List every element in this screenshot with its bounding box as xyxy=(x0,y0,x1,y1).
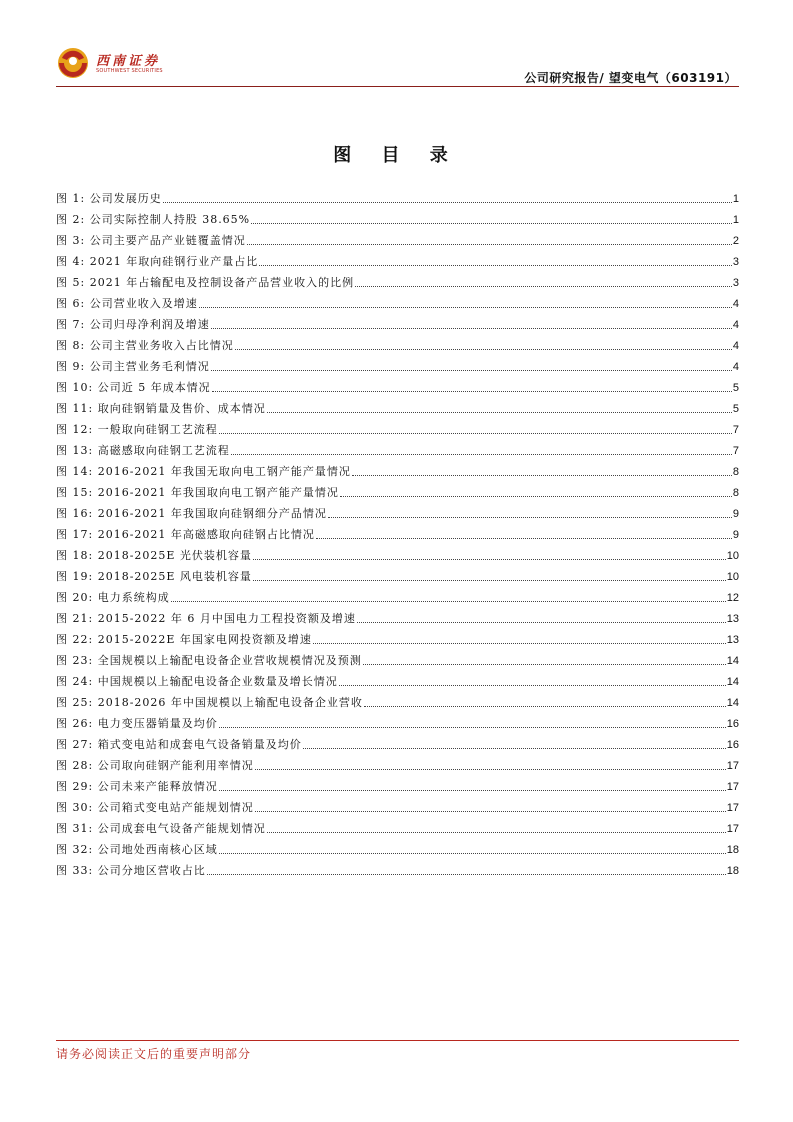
toc-entry[interactable] xyxy=(56,647,739,668)
toc-entry-label: 图 16: 2016-2021 年我国取向硅钢细分产品情况 xyxy=(56,507,327,520)
toc-leader-dots xyxy=(253,559,726,560)
toc-entry-page: 4 xyxy=(732,340,739,352)
toc-entry[interactable] xyxy=(56,836,739,857)
toc-entry[interactable] xyxy=(56,500,739,521)
toc-leader-dots xyxy=(316,538,732,539)
toc-leader-dots xyxy=(303,748,726,749)
toc-leader-dots xyxy=(255,769,726,770)
toc-entry[interactable] xyxy=(56,227,739,248)
toc-entry-page: 16 xyxy=(726,739,739,751)
toc-entry-label: 图 24: 中国规模以上输配电设备企业数量及增长情况 xyxy=(56,675,338,688)
toc-leader-dots xyxy=(171,601,726,602)
toc-entry-label: 图 4: 2021 年取向硅钢行业产量占比 xyxy=(56,255,259,268)
toc-entry-page: 14 xyxy=(726,655,739,667)
toc-entry-label: 图 18: 2018-2025E 光伏装机容量 xyxy=(56,549,252,562)
toc-entry-label: 图 7: 公司归母净利润及增速 xyxy=(56,318,210,331)
toc-leader-dots xyxy=(267,832,726,833)
toc-entry[interactable] xyxy=(56,374,739,395)
toc-entry-page: 17 xyxy=(726,760,739,772)
toc-entry-page: 7 xyxy=(732,424,739,436)
toc-leader-dots xyxy=(219,433,732,434)
toc-entry-page: 13 xyxy=(726,634,739,646)
report-header-title: 公司研究报告/ 望变电气（603191） xyxy=(524,71,737,85)
toc-entry-label: 图 13: 高磁感取向硅钢工艺流程 xyxy=(56,444,230,457)
toc-entry-page: 5 xyxy=(732,403,739,415)
figure-toc-list xyxy=(56,185,739,878)
toc-entry[interactable] xyxy=(56,752,739,773)
toc-entry[interactable] xyxy=(56,626,739,647)
toc-leader-dots xyxy=(235,349,732,350)
toc-leader-dots xyxy=(199,307,732,308)
toc-entry-label: 图 20: 电力系统构成 xyxy=(56,591,170,604)
toc-entry[interactable] xyxy=(56,290,739,311)
toc-entry[interactable] xyxy=(56,710,739,731)
toc-entry[interactable] xyxy=(56,311,739,332)
toc-leader-dots xyxy=(207,874,726,875)
toc-entry-label: 图 19: 2018-2025E 风电装机容量 xyxy=(56,570,252,583)
toc-entry-page: 1 xyxy=(732,193,739,205)
logo-chinese-text: 西南证券 xyxy=(96,54,161,69)
toc-entry-page: 17 xyxy=(726,781,739,793)
toc-entry[interactable] xyxy=(56,395,739,416)
toc-leader-dots xyxy=(251,223,732,224)
page-header xyxy=(0,0,793,92)
toc-entry-page: 4 xyxy=(732,361,739,373)
toc-leader-dots xyxy=(355,286,732,287)
toc-entry-label: 图 29: 公司未来产能释放情况 xyxy=(56,780,218,793)
toc-entry-label: 图 22: 2015-2022E 年国家电网投资额及增速 xyxy=(56,633,312,646)
toc-entry-label: 图 31: 公司成套电气设备产能规划情况 xyxy=(56,822,266,835)
toc-entry[interactable] xyxy=(56,206,739,227)
toc-entry-label: 图 12: 一般取向硅钢工艺流程 xyxy=(56,423,218,436)
toc-entry-label: 图 8: 公司主营业务收入占比情况 xyxy=(56,339,234,352)
toc-entry[interactable] xyxy=(56,416,739,437)
toc-entry-page: 4 xyxy=(732,319,739,331)
toc-entry-page: 9 xyxy=(732,529,739,541)
toc-entry-page: 13 xyxy=(726,613,739,625)
toc-entry-page: 16 xyxy=(726,718,739,730)
toc-leader-dots xyxy=(212,391,732,392)
toc-leader-dots xyxy=(259,265,732,266)
page-title: 图 目 录 xyxy=(333,145,460,166)
toc-entry-page: 8 xyxy=(732,466,739,478)
toc-leader-dots xyxy=(340,496,732,497)
toc-entry-page: 10 xyxy=(726,550,739,562)
toc-entry[interactable] xyxy=(56,668,739,689)
toc-entry-label: 图 23: 全国规模以上输配电设备企业营收规模情况及预测 xyxy=(56,654,362,667)
toc-entry-label: 图 17: 2016-2021 年高磁感取向硅钢占比情况 xyxy=(56,528,315,541)
toc-entry-page: 17 xyxy=(726,802,739,814)
footer-divider xyxy=(56,1040,739,1041)
toc-entry-label: 图 15: 2016-2021 年我国取向电工钢产能产量情况 xyxy=(56,486,339,499)
toc-entry-label: 图 30: 公司箱式变电站产能规划情况 xyxy=(56,801,254,814)
toc-entry-page: 12 xyxy=(726,592,739,604)
toc-entry[interactable] xyxy=(56,248,739,269)
toc-leader-dots xyxy=(255,811,726,812)
toc-entry-page: 5 xyxy=(732,382,739,394)
toc-leader-dots xyxy=(163,202,732,203)
toc-entry-label: 图 27: 箱式变电站和成套电气设备销量及均价 xyxy=(56,738,302,751)
toc-leader-dots xyxy=(313,643,726,644)
toc-entry[interactable] xyxy=(56,542,739,563)
toc-entry-page: 3 xyxy=(732,256,739,268)
toc-entry-label: 图 28: 公司取向硅钢产能利用率情况 xyxy=(56,759,254,772)
logo-english-text: SOUTHWEST SECURITIES xyxy=(96,68,163,74)
toc-leader-dots xyxy=(328,517,732,518)
toc-entry[interactable] xyxy=(56,563,739,584)
toc-entry[interactable] xyxy=(56,458,739,479)
toc-entry-label: 图 2: 公司实际控制人持股 38.65% xyxy=(56,213,251,226)
toc-entry-page: 7 xyxy=(732,445,739,457)
toc-entry-label: 图 32: 公司地处西南核心区域 xyxy=(56,843,218,856)
toc-entry[interactable] xyxy=(56,521,739,542)
toc-entry[interactable] xyxy=(56,731,739,752)
toc-entry-label: 图 5: 2021 年占输配电及控制设备产品营业收入的比例 xyxy=(56,276,355,289)
logo-emblem-icon xyxy=(56,46,90,80)
toc-entry[interactable] xyxy=(56,857,739,878)
toc-leader-dots xyxy=(211,328,732,329)
toc-entry-page: 2 xyxy=(732,235,739,247)
toc-entry-label: 图 10: 公司近 5 年成本情况 xyxy=(56,381,211,394)
toc-entry[interactable] xyxy=(56,773,739,794)
toc-entry[interactable] xyxy=(56,815,739,836)
toc-entry-page: 8 xyxy=(732,487,739,499)
toc-entry-label: 图 3: 公司主要产品产业链覆盖情况 xyxy=(56,234,246,247)
toc-entry-page: 14 xyxy=(726,676,739,688)
toc-entry-label: 图 11: 取向硅钢销量及售价、成本情况 xyxy=(56,402,266,415)
toc-entry-page: 17 xyxy=(726,823,739,835)
toc-entry-page: 10 xyxy=(726,571,739,583)
toc-entry[interactable] xyxy=(56,605,739,626)
toc-entry-page: 3 xyxy=(732,277,739,289)
header-divider xyxy=(56,86,739,87)
company-logo xyxy=(56,46,176,80)
toc-entry-label: 图 14: 2016-2021 年我国无取向电工钢产能产量情况 xyxy=(56,465,351,478)
toc-leader-dots xyxy=(211,370,732,371)
toc-entry-page: 18 xyxy=(726,865,739,877)
toc-entry[interactable] xyxy=(56,437,739,458)
toc-leader-dots xyxy=(352,475,732,476)
toc-entry[interactable] xyxy=(56,584,739,605)
toc-entry-page: 1 xyxy=(732,214,739,226)
toc-leader-dots xyxy=(364,706,726,707)
toc-entry[interactable] xyxy=(56,332,739,353)
toc-entry-label: 图 26: 电力变压器销量及均价 xyxy=(56,717,218,730)
toc-entry-page: 9 xyxy=(732,508,739,520)
footer-disclaimer: 请务必阅读正文后的重要声明部分 xyxy=(56,1047,252,1061)
toc-entry[interactable] xyxy=(56,479,739,500)
toc-entry-label: 图 9: 公司主营业务毛利情况 xyxy=(56,360,210,373)
toc-entry-page: 4 xyxy=(732,298,739,310)
toc-entry[interactable] xyxy=(56,269,739,290)
toc-leader-dots xyxy=(357,622,726,623)
toc-entry[interactable] xyxy=(56,185,739,206)
toc-entry-label: 图 21: 2015-2022 年 6 月中国电力工程投资额及增速 xyxy=(56,612,356,625)
toc-entry-page: 14 xyxy=(726,697,739,709)
toc-entry-label: 图 33: 公司分地区营收占比 xyxy=(56,864,206,877)
toc-leader-dots xyxy=(219,727,726,728)
toc-entry-page: 18 xyxy=(726,844,739,856)
toc-leader-dots xyxy=(363,664,726,665)
toc-entry-label: 图 1: 公司发展历史 xyxy=(56,192,162,205)
toc-leader-dots xyxy=(339,685,726,686)
toc-leader-dots xyxy=(247,244,732,245)
toc-leader-dots xyxy=(253,580,726,581)
toc-entry-label: 图 6: 公司营业收入及增速 xyxy=(56,297,198,310)
toc-entry-label: 图 25: 2018-2026 年中国规模以上输配电设备企业营收 xyxy=(56,696,363,709)
toc-leader-dots xyxy=(219,853,726,854)
toc-entry[interactable] xyxy=(56,353,739,374)
toc-entry[interactable] xyxy=(56,689,739,710)
toc-leader-dots xyxy=(231,454,732,455)
toc-leader-dots xyxy=(219,790,726,791)
toc-entry[interactable] xyxy=(56,794,739,815)
toc-leader-dots xyxy=(267,412,732,413)
